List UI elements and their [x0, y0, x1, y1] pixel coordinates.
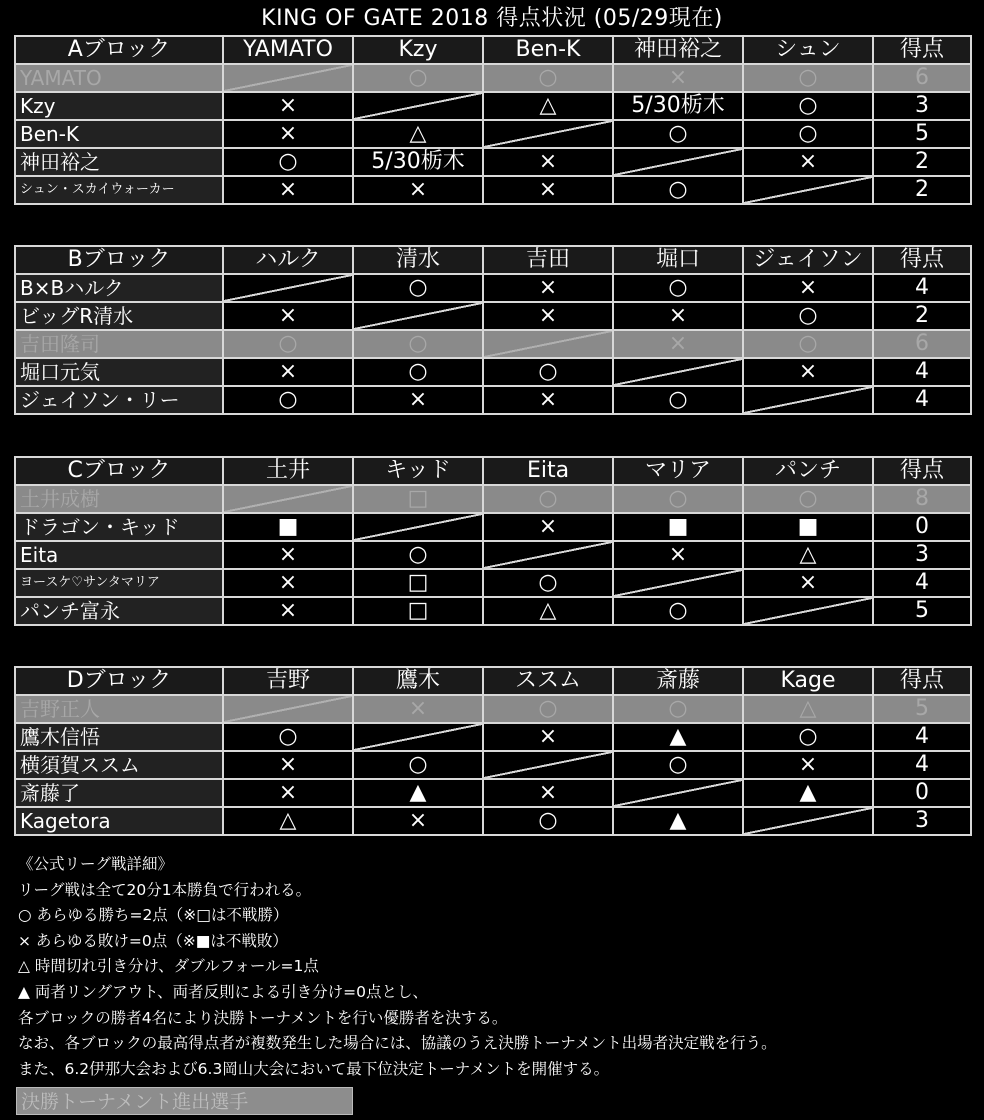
table-row [15, 120, 971, 148]
match-result: × [483, 513, 613, 541]
wrestler-name: 土井成樹 [15, 485, 223, 513]
match-result: ○ [613, 695, 743, 723]
table-row [15, 274, 971, 302]
wrestler-name: 吉野正人 [15, 695, 223, 723]
wrestler-name: 鷹木信悟 [15, 723, 223, 751]
match-result: ■ [743, 513, 873, 541]
match-result: ○ [483, 569, 613, 597]
league-table-block-2 [14, 245, 972, 415]
match-result: × [353, 386, 483, 414]
score-cell: 4 [873, 569, 971, 597]
match-result: × [483, 386, 613, 414]
wrestler-name: ジェイソン・リー [15, 386, 223, 414]
match-result: × [613, 302, 743, 330]
match-result: × [223, 597, 353, 625]
match-result: × [483, 176, 613, 204]
match-result: × [613, 330, 743, 358]
score-cell: 2 [873, 176, 971, 204]
column-header: YAMATO [223, 36, 353, 64]
column-header: Kage [743, 667, 873, 695]
self-match-cell [483, 120, 613, 148]
match-result: × [223, 751, 353, 779]
column-header: 清水 [353, 246, 483, 274]
match-result: ○ [223, 330, 353, 358]
match-result: × [223, 176, 353, 204]
match-result: × [223, 302, 353, 330]
self-match-cell [353, 92, 483, 120]
score-cell: 5 [873, 597, 971, 625]
table-row [15, 386, 971, 414]
match-result: ○ [483, 358, 613, 386]
column-header: Kzy [353, 36, 483, 64]
self-match-cell [483, 751, 613, 779]
match-result: × [483, 302, 613, 330]
match-result: △ [353, 120, 483, 148]
wrestler-name: ビッグR清水 [15, 302, 223, 330]
match-result: ○ [743, 92, 873, 120]
wrestler-name: B×Bハルク [15, 274, 223, 302]
match-result: ○ [743, 485, 873, 513]
wrestler-name: 神田裕之 [15, 148, 223, 176]
self-match-cell [223, 485, 353, 513]
match-result: ○ [223, 148, 353, 176]
score-cell: 4 [873, 723, 971, 751]
self-match-cell [353, 723, 483, 751]
match-result: × [353, 695, 483, 723]
match-result: △ [743, 695, 873, 723]
rule-line: ○ あらゆる勝ち=2点（※□は不戦勝） [18, 906, 289, 925]
block-name: Aブロック [15, 36, 223, 64]
rule-line: リーグ戦は全て20分1本勝負で行われる。 [18, 880, 312, 899]
self-match-cell [743, 597, 873, 625]
match-result: ▲ [613, 807, 743, 835]
match-result: ▲ [613, 723, 743, 751]
column-header: キッド [353, 457, 483, 485]
match-result: ○ [743, 723, 873, 751]
score-cell: 0 [873, 513, 971, 541]
match-result: ▲ [353, 779, 483, 807]
wrestler-name: ヨースケ♡サンタマリア [15, 569, 223, 597]
self-match-cell [743, 807, 873, 835]
league-table-block-3 [14, 456, 972, 626]
match-result: × [223, 541, 353, 569]
score-cell: 3 [873, 807, 971, 835]
column-header: 吉野 [223, 667, 353, 695]
column-header: 斎藤 [613, 667, 743, 695]
match-result: ○ [613, 597, 743, 625]
score-cell: 8 [873, 485, 971, 513]
match-result: × [223, 569, 353, 597]
page-title: KING OF GATE 2018 得点状況 (05/29現在) [261, 6, 723, 31]
wrestler-name: YAMATO [15, 64, 223, 92]
league-table-block-1 [14, 35, 972, 205]
match-result: × [743, 358, 873, 386]
self-match-cell [613, 148, 743, 176]
table-row [15, 751, 971, 779]
match-result: ■ [613, 513, 743, 541]
wrestler-name: 横須賀ススム [15, 751, 223, 779]
match-result: △ [483, 597, 613, 625]
self-match-cell [743, 386, 873, 414]
match-result: ○ [353, 64, 483, 92]
match-result: × [613, 541, 743, 569]
match-result: × [353, 807, 483, 835]
score-cell: 0 [873, 779, 971, 807]
self-match-cell [353, 302, 483, 330]
table-row [15, 64, 971, 92]
score-header: 得点 [873, 246, 971, 274]
match-result: 5/30栃木 [353, 148, 483, 176]
score-cell: 3 [873, 92, 971, 120]
score-cell: 6 [873, 330, 971, 358]
match-result: ○ [743, 120, 873, 148]
self-match-cell [483, 541, 613, 569]
match-result: 5/30栃木 [613, 92, 743, 120]
self-match-cell [613, 779, 743, 807]
match-result: × [743, 751, 873, 779]
match-result: × [353, 176, 483, 204]
match-result: × [483, 723, 613, 751]
match-result: × [483, 148, 613, 176]
column-header: 吉田 [483, 246, 613, 274]
score-cell: 5 [873, 120, 971, 148]
column-header: 鷹木 [353, 667, 483, 695]
match-result: ▲ [743, 779, 873, 807]
table-row [15, 569, 971, 597]
self-match-cell [223, 274, 353, 302]
score-cell: 2 [873, 148, 971, 176]
score-cell: 5 [873, 695, 971, 723]
table-row [15, 358, 971, 386]
wrestler-name: Eita [15, 541, 223, 569]
rule-line: 各ブロックの勝者4名により決勝トーナメントを行い優勝者を決する。 [18, 1008, 508, 1027]
score-cell: 4 [873, 358, 971, 386]
match-result: ○ [613, 485, 743, 513]
match-result: ○ [613, 274, 743, 302]
league-rules [18, 852, 968, 1082]
match-result: ○ [613, 176, 743, 204]
wrestler-name: 吉田隆司 [15, 330, 223, 358]
match-result: × [483, 274, 613, 302]
score-cell: 2 [873, 302, 971, 330]
column-header: シュン [743, 36, 873, 64]
league-table-block-4 [14, 666, 972, 836]
match-result: × [483, 779, 613, 807]
match-result: ■ [223, 513, 353, 541]
match-result: ○ [223, 723, 353, 751]
table-row [15, 597, 971, 625]
table-row [15, 513, 971, 541]
match-result: ○ [613, 386, 743, 414]
table-row [15, 723, 971, 751]
self-match-cell [743, 176, 873, 204]
block-name: Bブロック [15, 246, 223, 274]
table-row [15, 302, 971, 330]
column-header: ハルク [223, 246, 353, 274]
match-result: ○ [743, 330, 873, 358]
column-header: ススム [483, 667, 613, 695]
score-header: 得点 [873, 457, 971, 485]
score-header: 得点 [873, 667, 971, 695]
table-row [15, 485, 971, 513]
self-match-cell [613, 569, 743, 597]
rule-line: また、6.2伊那大会および6.3岡山大会において最下位決定トーナメントを開催する。 [18, 1059, 610, 1078]
match-result: ○ [353, 358, 483, 386]
match-result: × [223, 120, 353, 148]
column-header: Eita [483, 457, 613, 485]
table-row [15, 807, 971, 835]
rule-line: なお、各ブロックの最高得点者が複数発生した場合には、協議のうえ決勝トーナメント出場者決定戦を行う。 [18, 1034, 777, 1053]
column-header: パンチ [743, 457, 873, 485]
score-cell: 4 [873, 751, 971, 779]
wrestler-name: ドラゴン・キッド [15, 513, 223, 541]
score-cell: 4 [873, 386, 971, 414]
wrestler-name: Ben-K [15, 120, 223, 148]
wrestler-name: パンチ富永 [15, 597, 223, 625]
column-header: Ben-K [483, 36, 613, 64]
rule-line: 《公式リーグ戦詳細》 [18, 855, 174, 873]
table-row [15, 779, 971, 807]
table-row [15, 541, 971, 569]
final-tournament-label: 決勝トーナメント進出選手 [16, 1087, 353, 1115]
wrestler-name: 斎藤了 [15, 779, 223, 807]
score-cell: 4 [873, 274, 971, 302]
rule-line: ▲ 両者リングアウト、両者反則による引き分け=0点とし、 [18, 982, 428, 1001]
match-result: × [223, 779, 353, 807]
table-row [15, 148, 971, 176]
table-row [15, 695, 971, 723]
match-result: ○ [483, 485, 613, 513]
column-header: マリア [613, 457, 743, 485]
match-result: ○ [483, 64, 613, 92]
self-match-cell [353, 513, 483, 541]
match-result: □ [353, 485, 483, 513]
wrestler-name: シュン・スカイウォーカー [15, 176, 223, 204]
match-result: ○ [483, 695, 613, 723]
wrestler-name: 堀口元気 [15, 358, 223, 386]
column-header: 土井 [223, 457, 353, 485]
self-match-cell [223, 695, 353, 723]
match-result: ○ [353, 330, 483, 358]
match-result: × [743, 148, 873, 176]
match-result: × [743, 274, 873, 302]
score-cell: 6 [873, 64, 971, 92]
score-header: 得点 [873, 36, 971, 64]
match-result: ○ [483, 807, 613, 835]
match-result: △ [743, 541, 873, 569]
match-result: × [223, 358, 353, 386]
self-match-cell [483, 330, 613, 358]
match-result: ○ [353, 751, 483, 779]
match-result: □ [353, 597, 483, 625]
match-result: ○ [743, 64, 873, 92]
table-row [15, 92, 971, 120]
match-result: □ [353, 569, 483, 597]
match-result: ○ [223, 386, 353, 414]
match-result: × [743, 569, 873, 597]
block-name: Dブロック [15, 667, 223, 695]
self-match-cell [613, 358, 743, 386]
column-header: ジェイソン [743, 246, 873, 274]
match-result: ○ [353, 541, 483, 569]
block-name: Cブロック [15, 457, 223, 485]
self-match-cell [223, 64, 353, 92]
match-result: ○ [613, 751, 743, 779]
match-result: △ [483, 92, 613, 120]
column-header: 堀口 [613, 246, 743, 274]
column-header: 神田裕之 [613, 36, 743, 64]
wrestler-name: Kzy [15, 92, 223, 120]
score-cell: 3 [873, 541, 971, 569]
rule-line: × あらゆる敗け=0点（※■は不戦敗） [18, 931, 288, 950]
wrestler-name: Kagetora [15, 807, 223, 835]
match-result: ○ [743, 302, 873, 330]
rule-line: △ 時間切れ引き分け、ダブルフォール=1点 [18, 957, 319, 976]
match-result: × [613, 64, 743, 92]
table-row [15, 176, 971, 204]
match-result: ○ [613, 120, 743, 148]
match-result: × [223, 92, 353, 120]
match-result: ○ [353, 274, 483, 302]
match-result: △ [223, 807, 353, 835]
table-row [15, 330, 971, 358]
